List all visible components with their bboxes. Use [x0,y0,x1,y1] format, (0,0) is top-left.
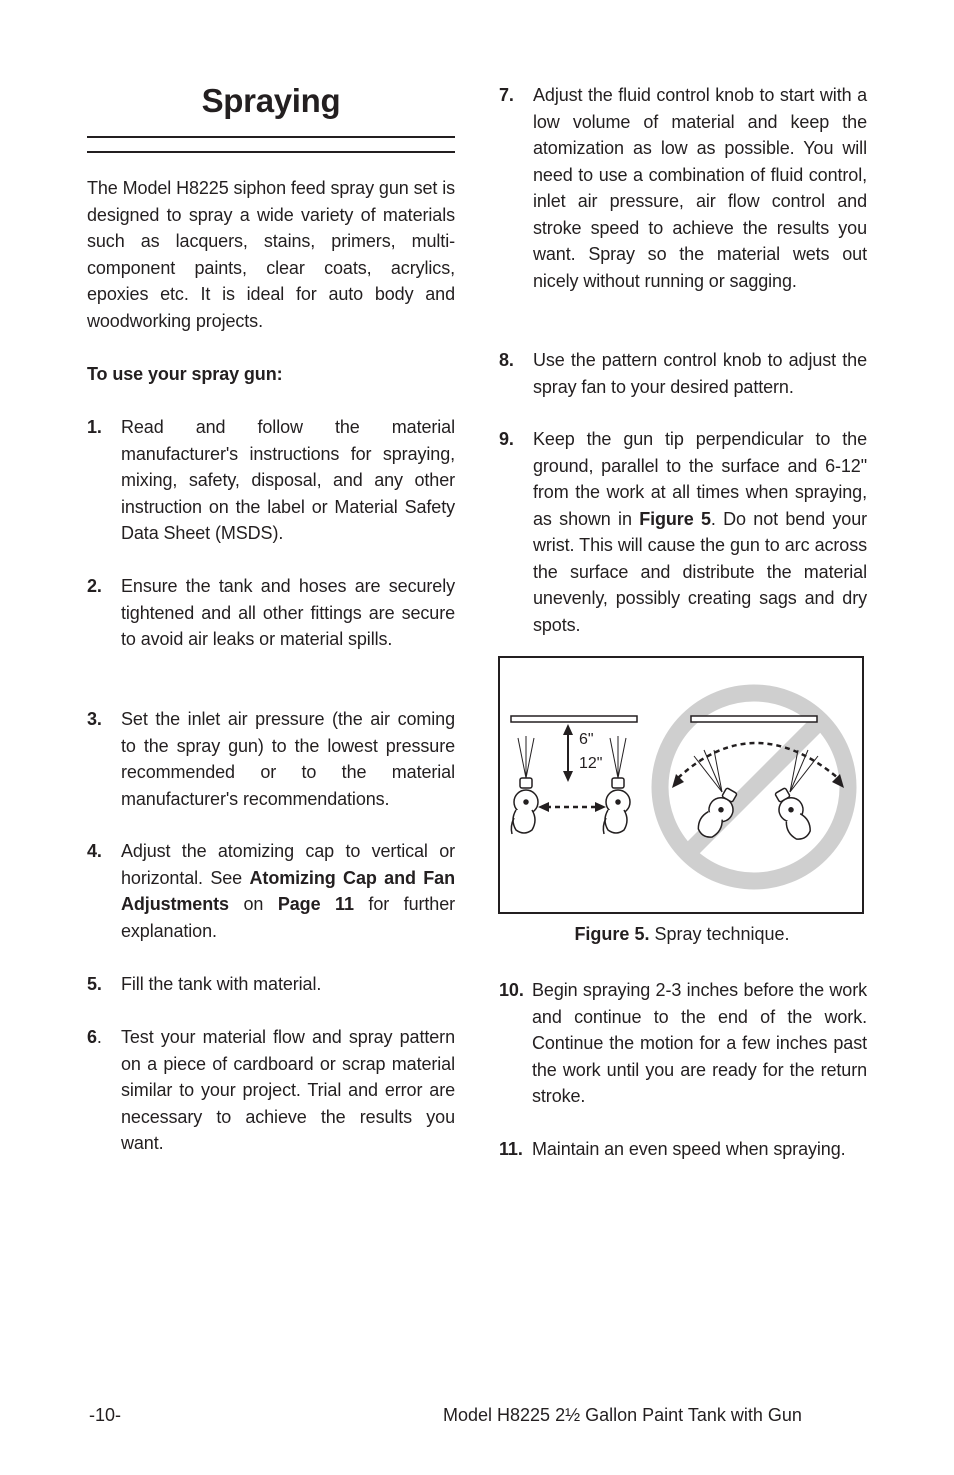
spray-gun-right [603,778,630,834]
label-12-inch: 12" [579,755,603,772]
arrow-head-down [563,771,573,782]
step-number: 5. [87,974,102,994]
crossref-section: Atomizing Cap and Fan Adjustments [121,867,455,914]
step-text: Adjust the fluid control knob to start with a low volume of material and keep the atomization as low as possible. You will need to use a combination of fluid control, inlet air pressure, air flow control and stroke speed to achieve the results you want. Spray so the material wets out nicely without running or sagging. [533,85,867,291]
page-title: Spraying [201,82,341,119]
step-number: 4. [87,841,102,861]
step-text: Ensure the tank and hoses are securely tightened and all other fittings are secure to avoid air leaks or material spills. [121,576,455,649]
intro-paragraph: The Model H8225 siphon feed spray gun set is designed to spray a wide variety of materials such as lacquers, stains, primers, multi-component paints, clear coats, acrylics, epoxies etc. It is ideal for auto body and woodworking projects. [87,178,455,331]
step-text: Adjust the atomizing cap to vertical or horizontal. See Atomizing Cap and Fan Adjustments on Page 11 for further explanation. [121,841,456,941]
step-text: Maintain an even speed when spraying. [532,1139,846,1159]
step-text: Begin spraying 2-3 inches before the work and continue to the end of the work. Continue the motion for a few inches past the work until you are ready for the return stroke. [532,980,867,1106]
crossref-figure: Figure 5 [639,508,711,529]
spray-gun-angled-right [769,785,817,843]
label-6-inch: 6" [579,731,594,748]
step-text: Read and follow the material manufacturer's instructions for spraying, mixing, safety, disposal, and any other instruction on the label or Material Safety Data Sheet (MSDS). [121,417,455,543]
step-text: Fill the tank with material. [121,974,322,994]
step-number: 1. [87,417,102,437]
title-rule-bottom [87,151,455,153]
spray-technique-illustration [500,658,862,912]
footer-model-title: Model H8225 2½ Gallon Paint Tank with Gun [443,1405,802,1425]
figure-5 [498,656,864,914]
title-rule-top [87,136,455,138]
step-number: 10. [499,980,524,1000]
spray-fan-right [610,736,626,778]
step-number: 6. [87,1027,102,1047]
work-surface-incorrect [691,716,817,722]
step-text: Test your material flow and spray pattern on a piece of cardboard or scrap material similar to your project. Trial and error are necessary to achieve the results you want. [121,1027,455,1153]
step-number: 11. [499,1139,523,1159]
subheading: To use your spray gun: [87,364,283,384]
spray-gun-left [511,778,538,834]
page-number: -10- [89,1405,122,1425]
step-text: Keep the gun tip perpendicular to the ground, parallel to the surface and 6-12" from the work at all times when spraying, as shown in Figure 5. Do not bend your wrist. This will cause the gun to arc across the surface and distribute the material unevenly, possibly creating sags and dry spots. [533,429,867,635]
spray-fan-left [518,736,534,778]
step-number: 2. [87,576,102,596]
figure-caption: Figure 5. Spray technique. [574,924,790,944]
step-number: 3. [87,709,102,729]
arrow-head-up [563,724,573,735]
crossref-page: Page 11 [277,894,354,914]
work-surface [511,716,637,722]
step-number: 9. [499,429,514,449]
step-text: Set the inlet air pressure (the air coming to the spray gun) to the lowest pressure recommended or to the material manufacturer's recommendations. [121,709,455,809]
step-number: 8. [499,350,514,370]
step-number: 7. [499,85,514,105]
step-text: Use the pattern control knob to adjust the spray fan to your desired pattern. [533,350,867,397]
